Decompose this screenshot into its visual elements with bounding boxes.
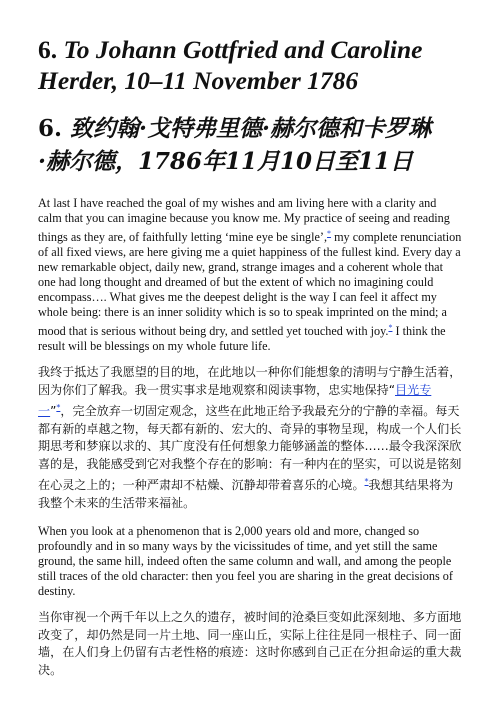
paragraph-1-chinese-quote-close: ” <box>50 404 57 419</box>
paragraph-1-english-text-a: At last I have reached the goal of my wishes and am living here with a clarity and calm that you can imagine because you know me. My practice of seeing and reading things as they are, of faithfully letting ‘mine eye be single’, <box>38 196 450 245</box>
quote-link[interactable]: 目光专一 <box>38 382 432 419</box>
paragraph-1-english <box>38 196 462 354</box>
paragraph-1-english-text-b: my complete renunciation of all fixed views, are here giving me a quiet happiness of the fullest kind. Every day a new remarkable object, daily new, grand, strange images and a coherent whole that one had long thought and dreamed of but the extent of which no imagining could encompass…. What gives me the deepest delight is the way I can feel it affect my whole being: there is an inner solidity which is so to speak imprinted on the mind; a mood that is serious without being dry, and settled yet touched with joy. <box>38 230 462 339</box>
heading-chinese-title-line2: ·赫尔德，1786年11月10日至11日 <box>38 148 414 175</box>
footnote-link-1[interactable]: * <box>327 229 332 238</box>
heading-chinese-number: 6. <box>38 115 63 142</box>
heading-english-title-line1: To Johann Gottfried and Caroline <box>63 35 423 64</box>
footnote-link-zh-2[interactable]: * <box>364 477 369 487</box>
paragraph-2-english: When you look at a phenomenon that is 2,000 years old and more, changed so profoundly and in so many ways by the vicissitudes of time, and yet still the same ground, the same hill, indeed often the same column and wall, and among the people still traces of the old character: then you feel you are sharing in the great decisions of destiny. <box>38 524 453 599</box>
heading-chinese-title-line1: 致约翰·戈特弗里德·赫尔德和卡罗琳 <box>70 115 432 142</box>
heading-english <box>38 34 462 96</box>
footnote-link-2[interactable]: * <box>388 323 393 333</box>
paragraph-1-english-text-c: I think the result will be blessings on my whole future life. <box>38 324 446 354</box>
heading-english-number: 6. <box>38 35 58 64</box>
paragraph-2-chinese: 当你审视一个两千年以上之久的遗存，被时间的沧桑巨变如此深刻地、多方面地改变了，却仍然是同一片土地、同一座山丘，实际上往往是同一根柱子、同一面墙，在人们身上仍留有古老性格的痕迹：这时你感到自己正在分担命运的重大裁决。 <box>38 610 462 677</box>
footnote-link-zh-1[interactable]: * <box>56 403 61 413</box>
heading-english-title-line2: Herder, 10–11 November 1786 <box>38 66 359 95</box>
paragraph-1-chinese-text-c: 我想其结果将为我整个未来的生活带来福祉。 <box>38 478 454 510</box>
paragraph-1-chinese-text-a: 我终于抵达了我愿望的目的地，在此地以一种你们能想象的清明与宁静生活着，因为你们了解我。我一贯实事求是地观察和阅读事物，忠实地保持“ <box>38 365 462 397</box>
paragraph-1-chinese <box>38 364 462 512</box>
heading-chinese <box>38 112 462 178</box>
paragraph-1-chinese-text-b: ，完全放弃一切固定观念，这些在此地正给予我最充分的宁静的幸福。每天都有新的卓越之物，每天都有新的、宏大的、奇异的事物呈现，构成一个人们长期思考和梦寐以求的、其广度没有任何想象力能够涵盖的整体……最令我深深欣喜的是，我能感受到它对我整个存在的影响：有一种内在的坚实，可以说是铭刻在心灵之上的；一种严肃却不枯燥、沉静却带着喜乐的心境。 <box>38 404 462 493</box>
